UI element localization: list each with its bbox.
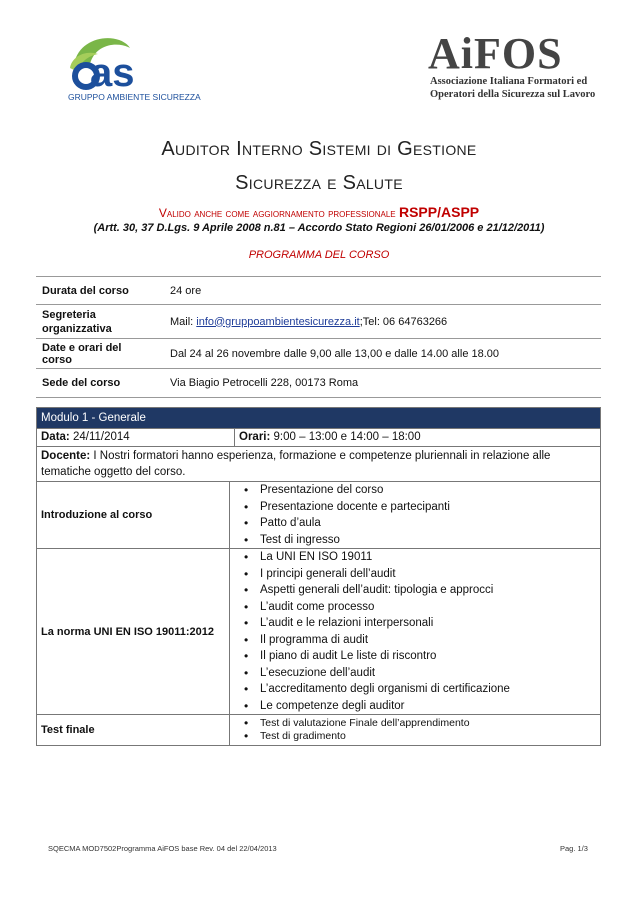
programma-heading: PROGRAMMA DEL CORSO xyxy=(248,249,390,261)
topic-item: • Le competenze degli auditor xyxy=(230,698,510,715)
email-link[interactable]: info@gruppoambientesicurezza.it xyxy=(196,315,360,328)
module-header: Modulo 1 - Generale xyxy=(37,408,600,428)
info-row-segreteria xyxy=(36,305,601,339)
mail-prefix: Mail: xyxy=(170,315,197,328)
module-orari xyxy=(235,429,421,446)
gas-logo-text: GRUPPO AMBIENTE SICUREZZA xyxy=(68,92,201,102)
date-value: Dal 24 al 26 novembre dalle 9,00 alle 13,00 e dalle 14.00 alle 18.00 xyxy=(170,347,500,360)
gas-logo xyxy=(60,28,208,106)
durata-label: Durata del corso xyxy=(42,284,129,297)
info-row-sede xyxy=(36,369,601,398)
section-norma xyxy=(37,548,600,714)
topic-item: • Patto d’aula xyxy=(230,515,450,532)
docente-label: Docente: xyxy=(41,450,91,462)
data-label: Data: xyxy=(41,431,70,443)
topic-item: • Aspetti generali dell’audit: tipologia e approcci xyxy=(230,582,510,599)
topic-item: • L’audit e le relazioni interpersonali xyxy=(230,615,510,632)
segreteria-value xyxy=(160,316,457,328)
topic-item: • Test di gradimento xyxy=(230,730,470,743)
footer-document-code: SQECMA MOD7502Programma AiFOS base Rev. 04 del 22/04/2013 xyxy=(48,844,277,853)
aifos-logo-word: AiFOS xyxy=(428,29,563,78)
orari-label: Orari: xyxy=(239,431,271,443)
aifos-logo-subtitle-1: Associazione Italiana Formatori ed xyxy=(430,76,588,87)
section-topics xyxy=(230,482,450,548)
course-title-line-2: Sicurezza e Salute xyxy=(235,172,403,194)
topic-item: • L’audit come processo xyxy=(230,599,510,616)
topic-item: • Test di valutazione Finale dell’apprendimento xyxy=(230,717,470,730)
section-test-finale xyxy=(37,714,600,745)
section-topics xyxy=(230,549,510,714)
topic-item: • La UNI EN ISO 19011 xyxy=(230,549,510,566)
info-row-durata xyxy=(36,277,601,305)
section-label: Test finale xyxy=(37,715,230,745)
topic-item: • Test di ingresso xyxy=(230,532,450,549)
topic-item: • Presentazione del corso xyxy=(230,482,450,499)
section-topics xyxy=(230,715,470,745)
topic-item: • Il programma di audit xyxy=(230,632,510,649)
sede-value: Via Biagio Petrocelli 228, 00173 Roma xyxy=(170,377,359,389)
date-label: Date e orari del corso xyxy=(42,341,122,366)
module-table xyxy=(36,407,601,746)
sede-label: Sede del corso xyxy=(42,377,121,389)
aifos-logo-subtitle-2: Operatori della Sicurezza sul Lavoro xyxy=(430,89,596,100)
course-subtitle xyxy=(0,204,638,220)
durata-value: 24 ore xyxy=(170,284,202,297)
section-label: Introduzione al corso xyxy=(37,482,230,548)
info-row-date xyxy=(36,339,601,369)
module-date-row xyxy=(37,428,600,446)
topic-item: • I principi generali dell’audit xyxy=(230,566,510,583)
orari-value: 9:00 – 13:00 e 14:00 – 18:00 xyxy=(270,431,421,443)
subtitle-valid-text: Valido anche come aggiornamento professionale xyxy=(158,206,399,220)
module-docente xyxy=(37,446,600,481)
topic-item: • L’esecuzione dell’audit xyxy=(230,665,510,682)
data-value: 24/11/2014 xyxy=(69,431,130,443)
aifos-logo xyxy=(420,28,596,108)
subtitle-rspp-aspp: RSPP/ASPP xyxy=(398,204,480,220)
section-label: La norma UNI EN ISO 19011:2012 xyxy=(37,549,230,714)
segreteria-label: Segreteria organizzativa xyxy=(42,308,112,335)
phone-number: ;Tel: 06 64763266 xyxy=(359,315,448,328)
svg-text:as: as xyxy=(90,51,135,95)
topic-item: • Il piano di audit Le liste di riscontro xyxy=(230,648,510,665)
module-date xyxy=(37,429,235,446)
course-title-line-1: Auditor Interno Sistemi di Gestione xyxy=(161,138,477,160)
section-introduzione xyxy=(37,481,600,548)
legal-references: (Artt. 30, 37 D.Lgs. 9 Aprile 2008 n.81 – Accordo Stato Regioni 26/01/2006 e 21/12/2011) xyxy=(93,222,545,234)
footer-page-number: Pag. 1/3 xyxy=(560,844,588,853)
course-info-table xyxy=(36,276,601,398)
topic-item: • L’accreditamento degli organismi di certificazione xyxy=(230,681,510,698)
topic-item: • Presentazione docente e partecipanti xyxy=(230,499,450,516)
docente-value: I Nostri formatori hanno esperienza, formazione e competenze pluriennali in relazione alle tematiche oggetto del corso. xyxy=(41,450,551,478)
